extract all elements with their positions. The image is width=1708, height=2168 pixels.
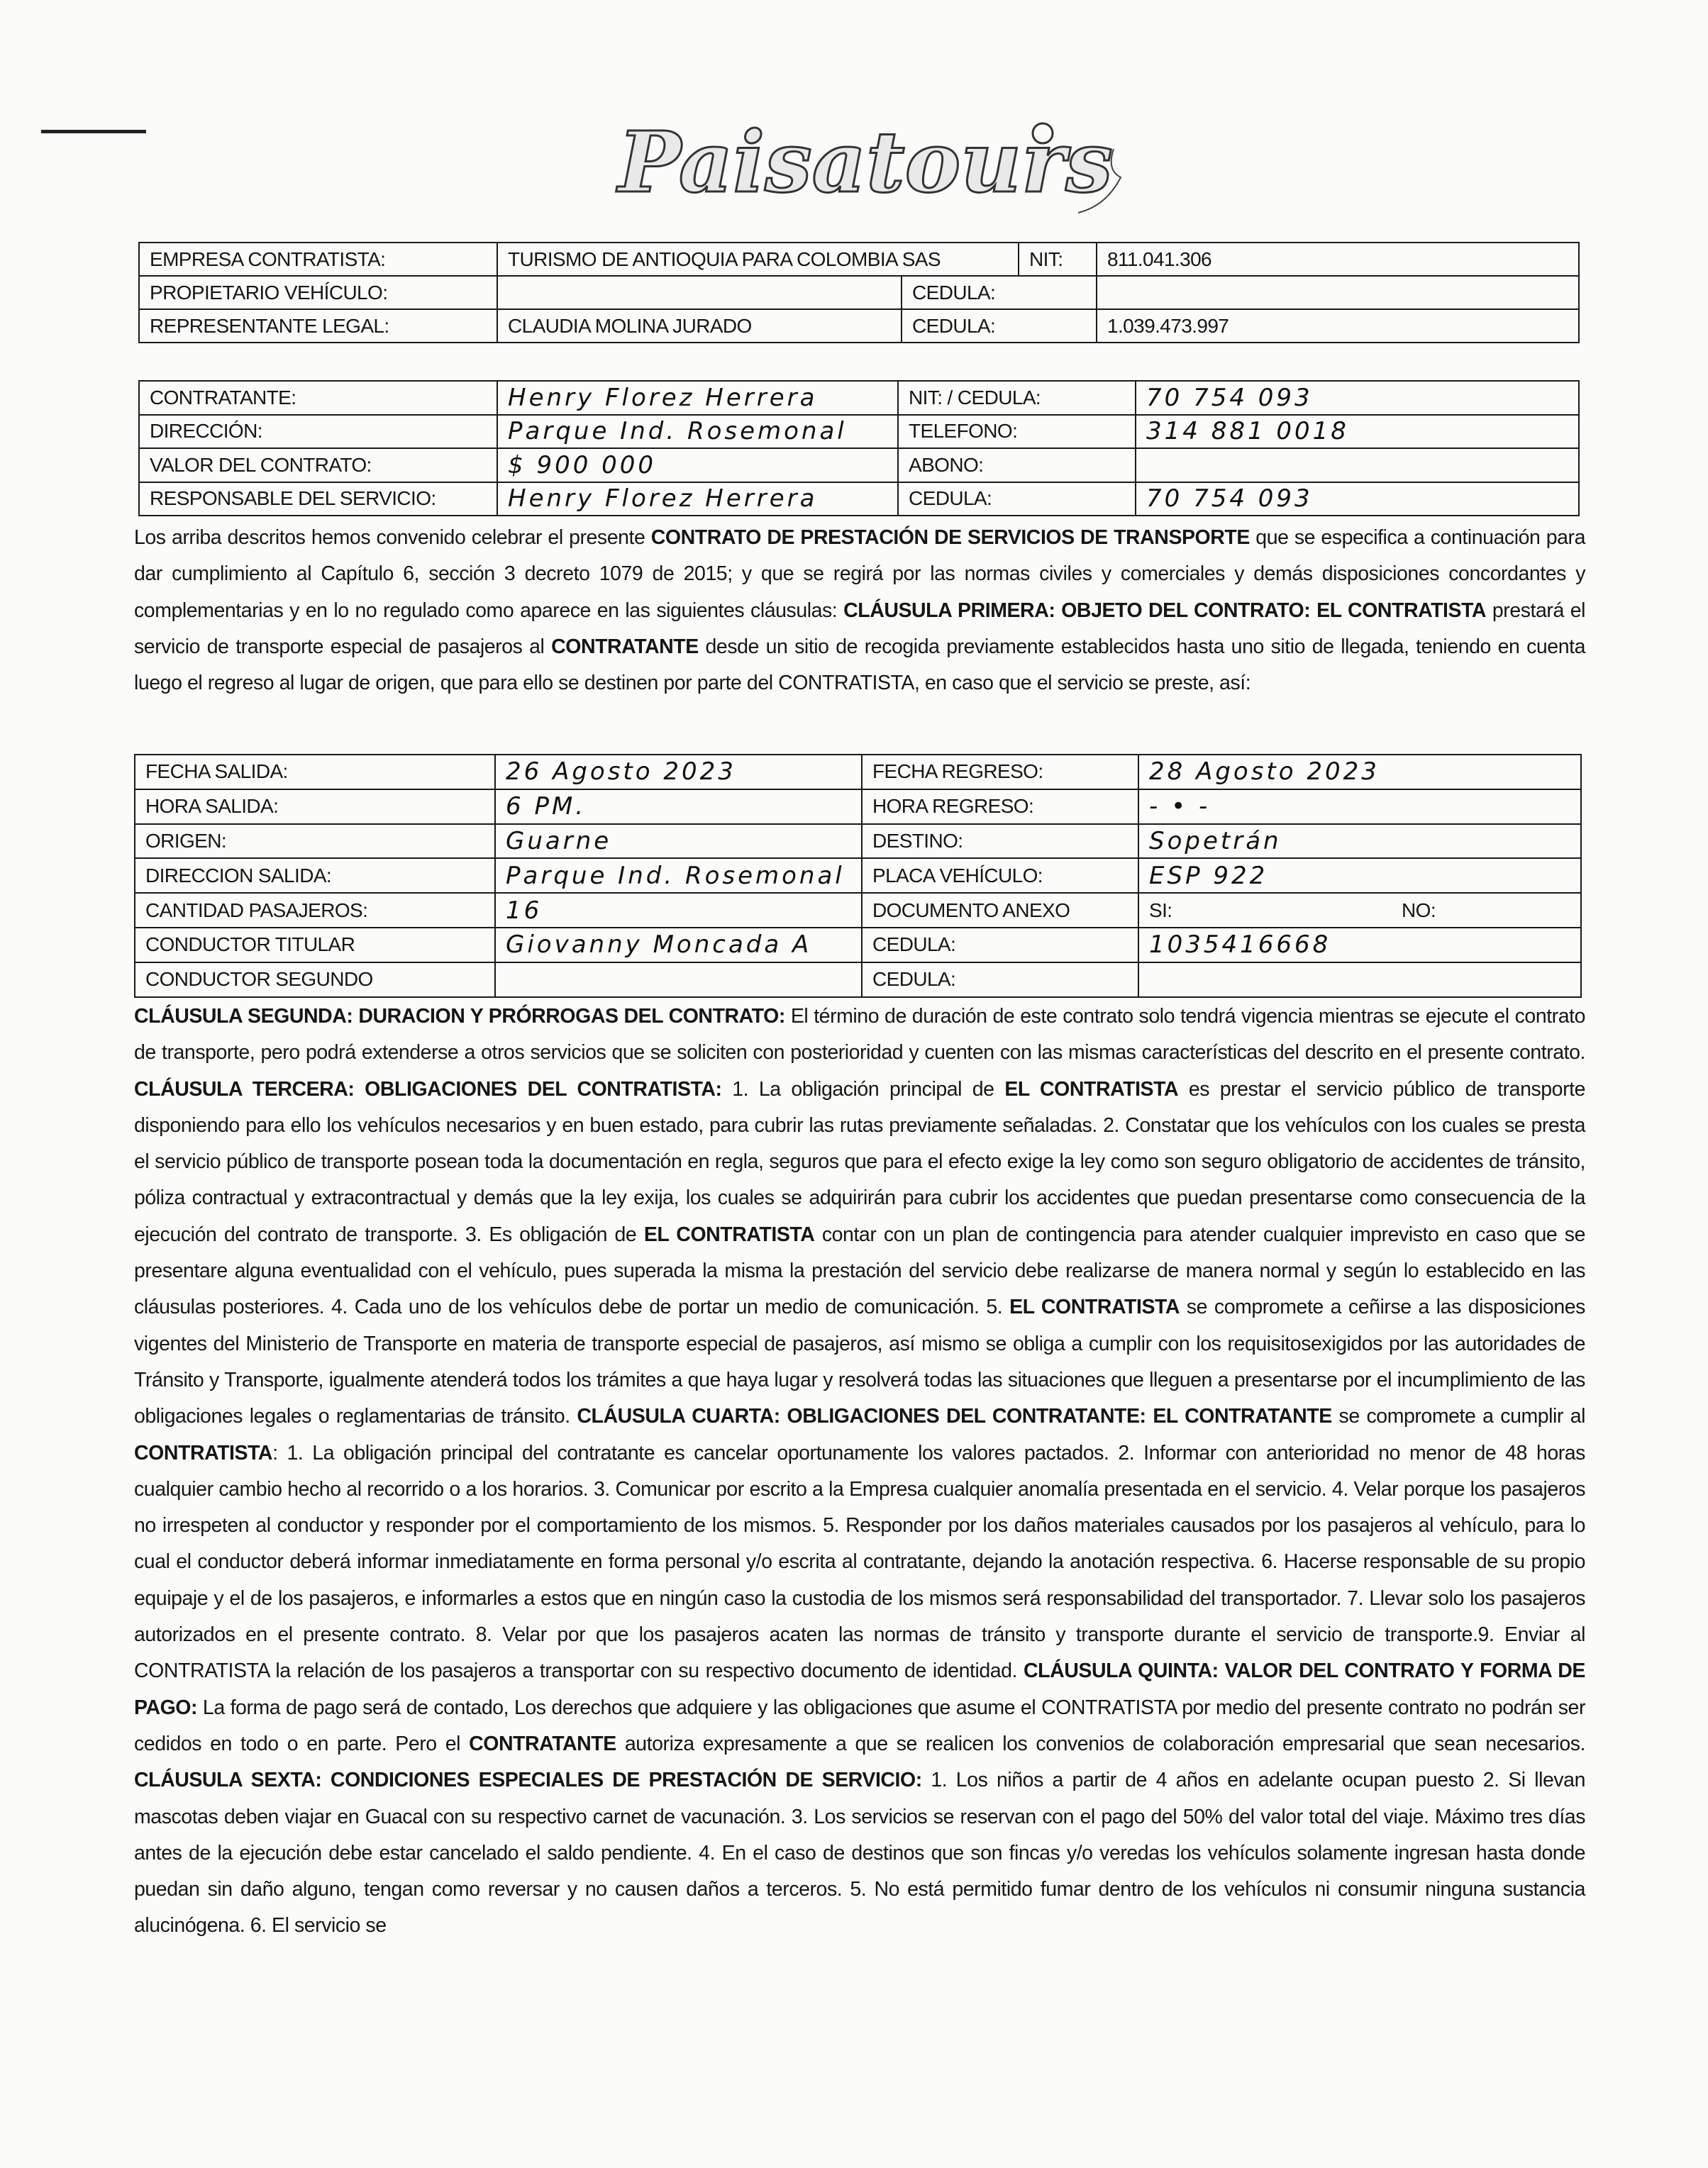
field-label: FECHA REGRESO:: [862, 755, 1138, 789]
company-logo: [582, 106, 1149, 227]
bold-text-segment: CLÁUSULA SEXTA: CONDICIONES ESPECIALES DE PRESTACIÓN DE SERVICIO:: [134, 1769, 922, 1792]
cedula-propietario-value: [1097, 276, 1579, 309]
text-segment: : 1. La obligación principal del contratante es cancelar oportunamente los valores pactados. 2. Informar con anterioridad no menor de 48 horas cualquier cambio hecho al recorrido o a los horarios. 3. Comunicar por escrito a la Empresa cualquier anomalía presentada en el servicio. 4. Velar porque los pasajeros no irrespeten al conductor y responder por el comportamiento de los mismos. 5. Responder por los daños materiales causados por los pasajeros al vehículo, para lo cual el conductor deberá informar inmediatamente en forma personal y/o escrita al contratante, dejando la anotación respectiva. 6. Hacerse responsable de su propio equipaje y el de los pasajeros, e informarles a estos que en ningún caso la custodia de los mismos será responsabilidad del transportador. 7. Llevar solo los pasajeros autorizados en el presente contrato. 8. Velar por que los pasajeros acaten las normas de tránsito y transporte durante el servicio de transporte.9. Enviar al CONTRATISTA la relación de los pasajeros a transportar con su respectivo documento de identidad.: [134, 1441, 1585, 1683]
field-value: 16: [495, 893, 862, 928]
cedula-label: CEDULA:: [902, 309, 1097, 343]
table-row: [135, 858, 1581, 893]
option-no[interactable]: NO:: [1402, 899, 1436, 921]
option-si[interactable]: SI:: [1149, 899, 1172, 921]
propietario-value: [497, 276, 902, 309]
text-segment: prestará el servicio de transporte especial de pasajeros al: [134, 599, 1585, 658]
direccion-value: Parque Ind. Rosemonal: [497, 415, 898, 449]
propietario-label: PROPIETARIO VEHÍCULO:: [139, 276, 497, 309]
field-label: ORIGEN:: [135, 824, 495, 859]
nit-value: 811.041.306: [1097, 243, 1579, 276]
field-value: 28 Agosto 2023: [1138, 755, 1581, 789]
table-row: [139, 276, 1579, 309]
text-segment: que se especifica a continuación para dar cumplimiento al Capítulo 6, sección 3 decreto 1079 de 2015; y que se regirá por las normas civiles y comerciales y demás disposiciones concordantes y complementarias y en lo no regulado como aparece en las siguientes cláusulas:: [134, 526, 1585, 622]
telefono-label: TELEFONO:: [898, 415, 1136, 449]
table-row: [139, 415, 1579, 449]
cedula-value: 70 754 093: [1136, 482, 1579, 516]
field-label: CONDUCTOR TITULAR: [135, 928, 495, 962]
intro-paragraph: [134, 520, 1585, 701]
bold-text-segment: EL CONTRATISTA: [643, 1223, 815, 1246]
documento-anexo-options: [1138, 893, 1581, 928]
empresa-value: TURISMO DE ANTIOQUIA PARA COLOMBIA SAS: [497, 243, 1019, 276]
text-segment: se compromete a cumplir al: [1331, 1405, 1585, 1428]
field-value: Giovanny Moncada A: [495, 928, 862, 962]
field-label: CONDUCTOR SEGUNDO: [135, 962, 495, 997]
field-label: CEDULA:: [862, 962, 1138, 997]
representante-label: REPRESENTANTE LEGAL:: [139, 309, 497, 343]
field-label: HORA REGRESO:: [862, 789, 1138, 824]
telefono-value: 314 881 0018: [1136, 415, 1579, 449]
table-row: [135, 824, 1581, 859]
abono-value: [1136, 448, 1579, 482]
bold-text-segment: CLÁUSULA SEGUNDA: DURACION Y PRÓRROGAS DEL CONTRATO:: [134, 1005, 785, 1028]
field-value: 1035416668: [1138, 928, 1581, 962]
empresa-label: EMPRESA CONTRATISTA:: [139, 243, 497, 276]
field-label: CEDULA:: [862, 928, 1138, 962]
text-segment: El término de duración de este contrato solo tendrá vigencia mientras se ejecute el contrato de transporte, pero podrá extenderse a otros servicios que se soliciten con posterioridad y cuenten con las mismas características del descrito en el presente contrato.: [134, 1005, 1585, 1064]
cedula-label: CEDULA:: [898, 482, 1136, 516]
text-segment: es prestar el servicio público de transporte disponiendo para ello los vehículos necesarios y en buen estado, para cubrir las rutas previamente señaladas. 2. Constatar que los vehículos con los cuales se presta el servicio público de transporte posean toda la documentación en regla, seguros que para el efecto exige la ley como son seguro obligatorio de accidentes de tránsito, póliza contractual y extracontractual y demás que la ley exija, los cuales se adquirirán para cubrir los accidentes que puedan presentarse como consecuencia de la ejecución del contrato de transporte. 3. Es obligación de: [134, 1077, 1585, 1246]
company-info-table: [138, 242, 1580, 343]
bold-text-segment: CLÁUSULA CUARTA: OBLIGACIONES DEL CONTRATANTE: EL CONTRATANTE: [577, 1405, 1332, 1428]
field-label: CANTIDAD PASAJEROS:: [135, 893, 495, 928]
field-label: DOCUMENTO ANEXO: [862, 893, 1138, 928]
field-value: Sopetrán: [1138, 824, 1581, 859]
field-value: 6 PM.: [495, 789, 862, 824]
field-value: [495, 962, 862, 997]
valor-value: $ 900 000: [497, 448, 898, 482]
bold-text-segment: CONTRATO DE PRESTACIÓN DE SERVICIOS DE TRANSPORTE: [650, 526, 1250, 549]
bold-text-segment: CLÁUSULA PRIMERA: OBJETO DEL CONTRATO: EL CONTRATISTA: [843, 599, 1487, 622]
nit-cedula-label: NIT: / CEDULA:: [898, 381, 1136, 415]
bold-text-segment: CONTRATISTA: [134, 1441, 273, 1464]
field-value: Guarne: [495, 824, 862, 859]
responsable-value: Henry Florez Herrera: [497, 482, 898, 516]
scan-mark-dash: [41, 130, 146, 133]
field-value: - • -: [1138, 789, 1581, 824]
contratante-value: Henry Florez Herrera: [497, 381, 898, 415]
client-info-table: [138, 380, 1580, 516]
table-row: [135, 755, 1581, 789]
table-row: [139, 381, 1579, 415]
field-label: DESTINO:: [862, 824, 1138, 859]
contratante-label: CONTRATANTE:: [139, 381, 497, 415]
field-label: FECHA SALIDA:: [135, 755, 495, 789]
field-value: Parque Ind. Rosemonal: [495, 858, 862, 893]
cedula-label: CEDULA:: [902, 276, 1097, 309]
table-row: [139, 243, 1579, 276]
table-row: [139, 448, 1579, 482]
text-segment: autoriza expresamente a que se realicen los convenios de colaboración empresarial que sean necesarios.: [616, 1732, 1585, 1755]
text-segment: contar con un plan de contingencia para atender cualquier imprevisto en caso que se presentare alguna eventualidad con el vehículo, pues superada la misma la prestación del servicio debe realizarse de manera normal y según lo establecido en las cláusulas posteriores. 4. Cada uno de los vehículos debe de portar un medio de comunicación. 5.: [134, 1223, 1585, 1319]
bold-text-segment: EL CONTRATISTA: [1009, 1296, 1180, 1319]
nit-label: NIT:: [1019, 243, 1097, 276]
bold-text-segment: CONTRATANTE: [469, 1732, 616, 1755]
bold-text-segment: CLÁUSULA QUINTA: VALOR DEL CONTRATO Y FORMA DE PAGO:: [134, 1660, 1585, 1719]
cedula-representante-value: 1.039.473.997: [1097, 309, 1579, 343]
text-segment: Los arriba descritos hemos convenido celebrar el presente: [134, 526, 651, 549]
direccion-label: DIRECCIÓN:: [139, 415, 497, 449]
field-label: DIRECCION SALIDA:: [135, 858, 495, 893]
field-value: [1138, 962, 1581, 997]
trip-details-table: [134, 754, 1582, 998]
text-segment: 1. La obligación principal de: [721, 1077, 1005, 1101]
text-segment: se compromete a ceñirse a las disposiciones vigentes del Ministerio de Transporte en materia de transporte especial de pasajeros, así mismo se obliga a cumplir con los requisitosexigidos por las autoridades de Tránsito y Transporte, igualmente atenderá todos los trámites a que haya lugar y resolverá todas las situaciones que lleguen a presentarse por el incumplimiento de las obligaciones legales o reglamentarias de tránsito.: [134, 1296, 1585, 1428]
table-row: [135, 962, 1581, 997]
bold-text-segment: CLÁUSULA TERCERA: OBLIGACIONES DEL CONTRATISTA:: [134, 1077, 722, 1101]
table-row: [139, 482, 1579, 516]
svg-text:Paisatours: Paisatours: [618, 113, 1113, 211]
bold-text-segment: EL CONTRATISTA: [1004, 1077, 1179, 1101]
bold-text-segment: CONTRATANTE: [551, 635, 699, 658]
nit-cedula-value: 70 754 093: [1136, 381, 1579, 415]
table-row: [139, 309, 1579, 343]
clauses-paragraph: [134, 999, 1585, 1945]
table-row: [135, 789, 1581, 824]
abono-label: ABONO:: [898, 448, 1136, 482]
field-label: HORA SALIDA:: [135, 789, 495, 824]
text-segment: La forma de pago será de contado, Los derechos que adquiere y las obligaciones que asume el CONTRATISTA por medio del presente contrato no podrán ser cedidos en todo o en parte. Pero el: [134, 1696, 1585, 1755]
representante-value: CLAUDIA MOLINA JURADO: [497, 309, 902, 343]
text-segment: 1. Los niños a partir de 4 años en adelante ocupan puesto 2. Si llevan mascotas deben viajar en Guacal con su respectivo carnet de vacunación. 3. Los servicios se reservan con el pago del 50% del valor total del viaje. Máximo tres días antes de la ejecución debe estar cancelado el saldo pendiente. 4. En el caso de destinos que son fincas y/o veredas los vehículos solamente ingresan hasta donde puedan sin daño alguno, tengan como reversar y no causen daños a terceros. 5. No está permitido fumar dentro de los vehículos ni consumir ninguna sustancia alucinógena. 6. El servicio se: [134, 1769, 1585, 1938]
table-row: [135, 928, 1581, 962]
text-segment: desde un sitio de recogida previamente establecidos hasta uno sitio de llegada, teniendo en cuenta luego el regreso al lugar de origen, que para ello se destinen por parte del CONTRATISTA, en caso que el servicio se preste, así:: [134, 635, 1585, 695]
valor-label: VALOR DEL CONTRATO:: [139, 448, 497, 482]
field-label: PLACA VEHÍCULO:: [862, 858, 1138, 893]
table-row: [135, 893, 1581, 928]
field-value: ESP 922: [1138, 858, 1581, 893]
field-value: 26 Agosto 2023: [495, 755, 862, 789]
responsable-label: RESPONSABLE DEL SERVICIO:: [139, 482, 497, 516]
